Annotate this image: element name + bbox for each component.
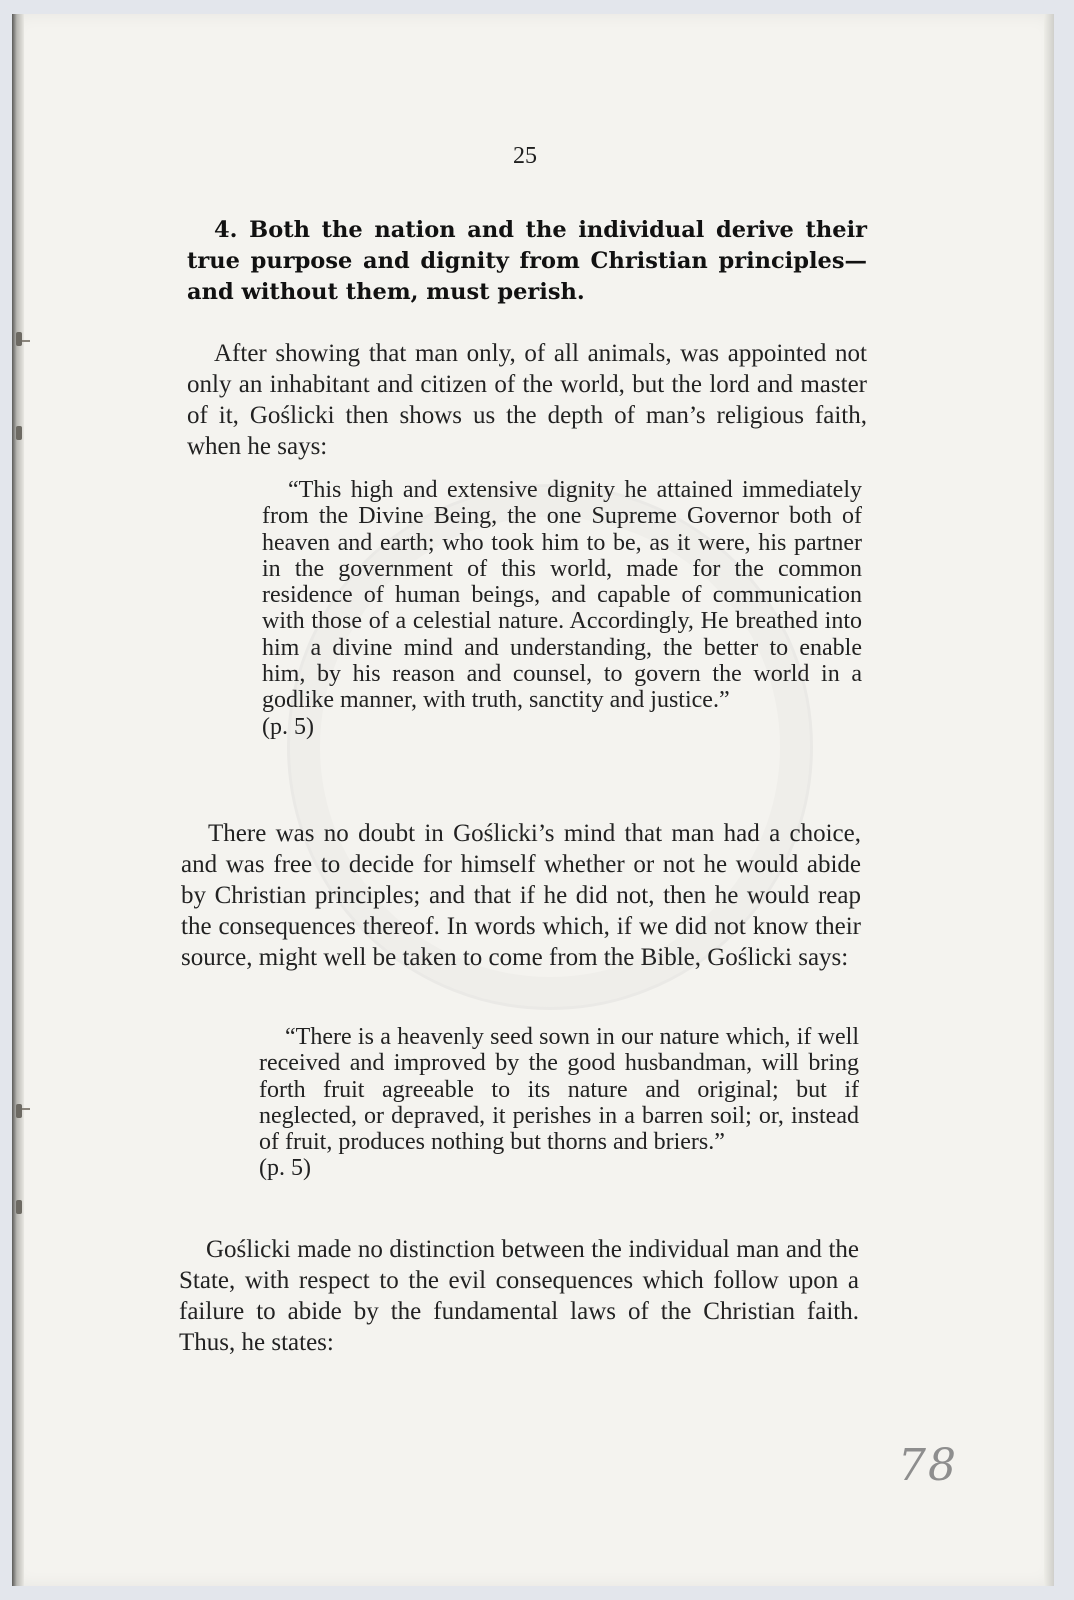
paragraph-2: There was no doubt in Goślicki’s mind that man had a choice, and was free to decide for himself whether or not he would abide by Christian principles; and that if he did not, then he would reap the consequences thereof. In words which, if we did not know their source, might well be taken to come from the Bible, Goślicki says:: [181, 820, 861, 971]
handwritten-page-note: 78: [898, 1440, 958, 1491]
quote-citation: (p. 5): [259, 1155, 311, 1182]
staple-mark: [16, 332, 22, 346]
page-number: 25: [513, 143, 537, 169]
paragraph-3: Goślicki made no distinction between the individual man and the State, with respect to the evil consequences which follow upon a failure to abide by the fundamental laws of the Christian faith. Thus, he states:: [179, 1236, 859, 1356]
block-quote-2: [259, 1024, 859, 1182]
block-quote-1: [262, 477, 862, 740]
staple-mark: [16, 1104, 22, 1118]
staple-mark: [16, 426, 22, 440]
page-edge: [1044, 14, 1054, 1586]
quote-text: “This high and extensive dignity he attained immediately from the Divine Being, the one Supreme Governor both of heaven and earth; who took him to be, as it were, his partner in the government of this world, made for the common residence of human beings, and capable of communication with those of a celestial nature. Accordingly, He breathed into him a divine mind and understanding, the better to enable him, by his reason and counsel, to govern the world in a godlike manner, with truth, sanctity and justice.”: [262, 477, 862, 714]
section-heading: [187, 215, 867, 308]
page-spine: [12, 14, 24, 1586]
heading-text: Both the nation and the individual derive their true purpose and dignity from Christian principles—and without them, must perish.: [187, 217, 867, 305]
stitch-mark: [22, 340, 30, 342]
heading-number: 4.: [214, 217, 238, 243]
quote-citation: (p. 5): [262, 713, 314, 740]
quote-text: “There is a heavenly seed sown in our nature which, if well received and improved by the good husbandman, will bring forth fruit agreeable to its nature and original; but if neglected, or depraved, it perishes in a barren soil; or, instead of fruit, produces nothing but thorns and briers.”: [259, 1024, 859, 1156]
staple-mark: [16, 1200, 22, 1214]
stitch-mark: [22, 1108, 30, 1110]
paragraph-1: After showing that man only, of all animals, was appointed not only an inhabitant and citizen of the world, but the lord and master of it, Goślicki then shows us the depth of man’s religious faith, when he says:: [187, 340, 867, 460]
